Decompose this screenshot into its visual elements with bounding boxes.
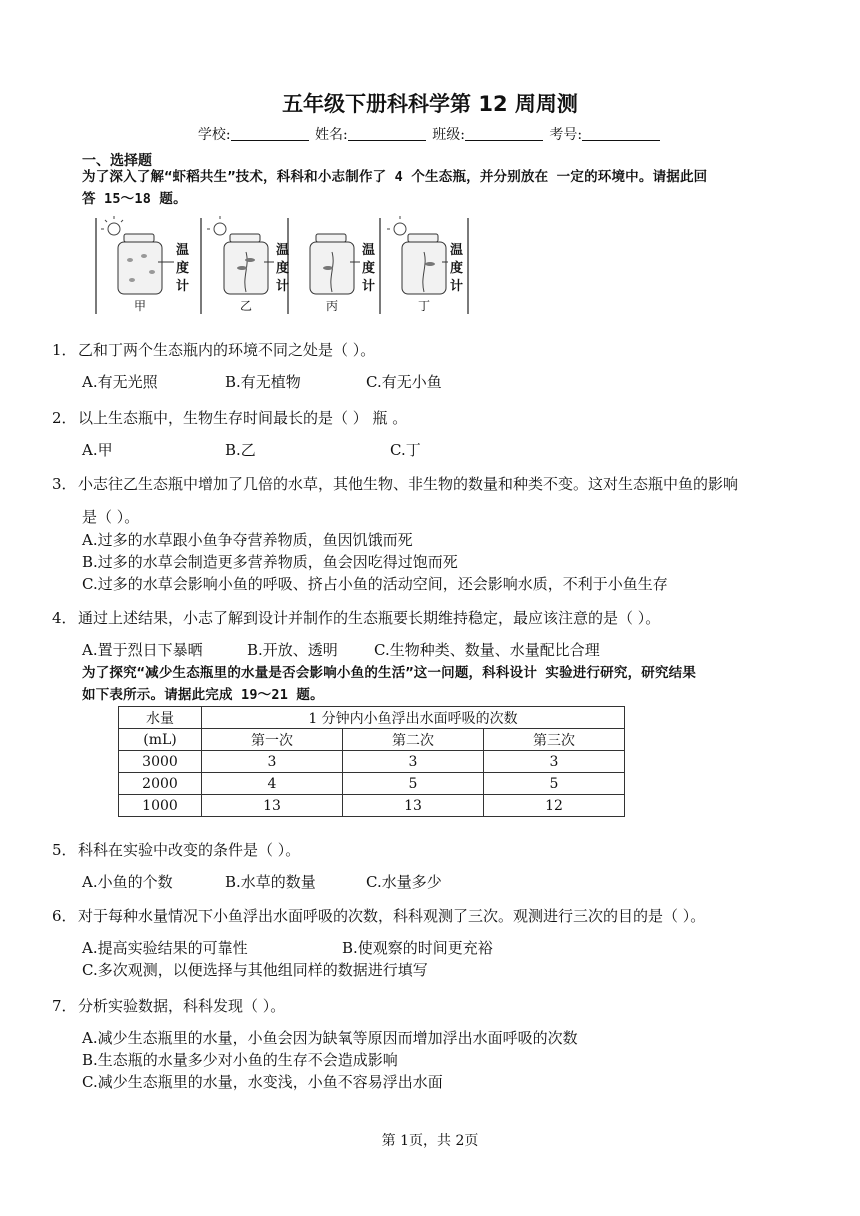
thermometer-label-char: 温	[362, 243, 376, 258]
option-c[interactable]: C.过多的水草会影响小鱼的呼吸、挤占小鱼的活动空间，还会影响水质，不利于小鱼生存	[82, 575, 668, 593]
name-blank[interactable]	[348, 126, 426, 141]
page-title: 五年级下册科科学第 12 周周测	[282, 92, 578, 116]
name-label: 姓名:	[315, 127, 348, 143]
table-cell: 1000	[119, 795, 202, 817]
option-a[interactable]: A.过多的水草跟小鱼争夺营养物质，鱼因饥饿而死	[82, 531, 413, 549]
option-b[interactable]: B.乙	[225, 441, 256, 459]
sun-icon	[387, 216, 406, 235]
thermometer-label-char: 度	[362, 261, 376, 276]
student-info-line	[0, 124, 860, 144]
option-a[interactable]: A.小鱼的个数	[82, 873, 173, 891]
question-1	[52, 340, 375, 360]
thermometer-label-char: 温	[276, 243, 290, 258]
option-a[interactable]: A.甲	[82, 441, 113, 459]
question-5	[52, 840, 300, 860]
thermometer-label-char: 计	[450, 279, 464, 294]
question-3	[52, 474, 738, 494]
table-row	[119, 773, 625, 795]
school-blank[interactable]	[231, 126, 309, 141]
question-number: 3．	[52, 475, 77, 493]
section-intro-line-1: 为了深入了解“虾稻共生”技术，科科和小志制作了 4 个生态瓶，并分别放在 一定的环境中。请据此回	[82, 169, 708, 185]
thermometer-label-char: 度	[276, 261, 290, 276]
table-cell: 5	[343, 773, 484, 795]
option-a[interactable]: A.置于烈日下暴晒	[82, 641, 203, 659]
option-b[interactable]: B.过多的水草会制造更多营养物质，鱼会因吃得过饱而死	[82, 553, 458, 571]
school-label: 学校:	[197, 127, 231, 143]
question-text: 小志往乙生态瓶中增加了几倍的水草，其他生物、非生物的数量和种类不变。这对生态瓶中鱼的影响	[78, 475, 739, 493]
thermometer-label-char: 温	[176, 243, 190, 258]
jar-label-bing: 丙	[325, 299, 339, 313]
option-c[interactable]: C.减少生态瓶里的水量，水变浅，小鱼不容易浮出水面	[82, 1073, 443, 1091]
data-table	[118, 706, 625, 817]
jar-icon	[402, 234, 446, 294]
option-a[interactable]: A.提高实验结果的可靠性	[82, 939, 248, 957]
table-cell: 13	[202, 795, 343, 817]
thermometer-label-char: 度	[176, 261, 190, 276]
option-b[interactable]: B.有无植物	[225, 373, 301, 391]
thermometer-label-char: 计	[276, 279, 290, 294]
section-intro-line-1: 为了探究“减少生态瓶里的水量是否会影响小鱼的生活”这一问题，科科设计 实验进行研究，研究结果	[82, 665, 697, 681]
table-row	[119, 751, 625, 773]
table-cell: 12	[484, 795, 625, 817]
question-7	[52, 996, 285, 1016]
option-b[interactable]: B.使观察的时间更充裕	[342, 939, 493, 957]
table-cell: 2000	[119, 773, 202, 795]
option-b[interactable]: B.水草的数量	[225, 873, 316, 891]
exam-no-label: 考号:	[549, 127, 583, 143]
thermometer-label-char: 计	[362, 279, 376, 294]
question-text-continued: 是（ ）。	[82, 508, 140, 526]
table-subheader: 第三次	[484, 729, 625, 751]
jar-icon	[310, 234, 354, 294]
table-cell: 3	[202, 751, 343, 773]
jar-label-yi: 乙	[239, 299, 253, 313]
option-c[interactable]: C.多次观测，以便选择与其他组同样的数据进行填写	[82, 961, 428, 979]
question-text: 对于每种水量情况下小鱼浮出水面呼吸的次数，科科观测了三次。观测进行三次的目的是（ ）。	[78, 907, 706, 925]
sun-icon	[207, 216, 226, 235]
thermometer-label-char: 计	[176, 279, 190, 294]
jar-icon	[118, 234, 162, 294]
table-cell: 13	[343, 795, 484, 817]
question-6	[52, 906, 705, 926]
question-4	[52, 608, 660, 628]
question-number: 6．	[52, 907, 77, 925]
question-text: 通过上述结果，小志了解到设计并制作的生态瓶要长期维持稳定，最应该注意的是（ ）。	[78, 609, 661, 627]
section-intro-line-2: 答 15～18 题。	[82, 191, 187, 207]
option-c[interactable]: C.丁	[390, 441, 421, 459]
question-number: 1．	[52, 341, 77, 359]
table-subheader: 第二次	[343, 729, 484, 751]
question-2	[52, 408, 407, 428]
option-c[interactable]: C.水量多少	[366, 873, 442, 891]
option-a[interactable]: A.减少生态瓶里的水量，小鱼会因为缺氧等原因而增加浮出水面呼吸的次数	[82, 1029, 578, 1047]
section-heading: 一、选择题	[82, 153, 152, 169]
sun-icon	[101, 216, 123, 235]
class-blank[interactable]	[465, 126, 543, 141]
option-c[interactable]: C.有无小鱼	[366, 373, 442, 391]
table-header-unit: (mL)	[119, 729, 202, 751]
thermometer-label-char: 温	[450, 243, 464, 258]
table-row	[119, 795, 625, 817]
table-cell: 5	[484, 773, 625, 795]
section-intro-line-2: 如下表所示。请据此完成 19～21 题。	[82, 687, 324, 703]
jar-icon	[224, 234, 268, 294]
table-cell: 3	[343, 751, 484, 773]
class-label: 班级:	[432, 127, 465, 143]
table-header-group: 1 分钟内小鱼浮出水面呼吸的次数	[202, 707, 625, 729]
question-text: 以上生态瓶中，生物生存时间最长的是（ ） 瓶 。	[78, 409, 408, 427]
option-b[interactable]: B.开放、透明	[247, 641, 338, 659]
table-header-volume: 水量	[119, 707, 202, 729]
question-number: 7．	[52, 997, 77, 1015]
ecosystem-jars-figure	[92, 216, 472, 316]
table-subheader: 第一次	[202, 729, 343, 751]
table-cell: 4	[202, 773, 343, 795]
question-text: 乙和丁两个生态瓶内的环境不同之处是（ ）。	[78, 341, 376, 359]
jar-label-ding: 丁	[417, 299, 431, 313]
jar-label-jia: 甲	[133, 299, 147, 313]
table-cell: 3	[484, 751, 625, 773]
option-c[interactable]: C.生物种类、数量、水量配比合理	[374, 641, 600, 659]
option-b[interactable]: B.生态瓶的水量多少对小鱼的生存不会造成影响	[82, 1051, 398, 1069]
page-footer: 第 1页，共 2页	[381, 1133, 479, 1149]
question-number: 2．	[52, 409, 77, 427]
question-text: 分析实验数据，科科发现（ ）。	[78, 997, 286, 1015]
thermometer-label-char: 度	[450, 261, 464, 276]
exam-no-blank[interactable]	[582, 126, 660, 141]
table-cell: 3000	[119, 751, 202, 773]
question-number: 5．	[52, 841, 77, 859]
question-text: 科科在实验中改变的条件是（ ）。	[78, 841, 301, 859]
question-number: 4．	[52, 609, 77, 627]
option-a[interactable]: A.有无光照	[82, 373, 158, 391]
